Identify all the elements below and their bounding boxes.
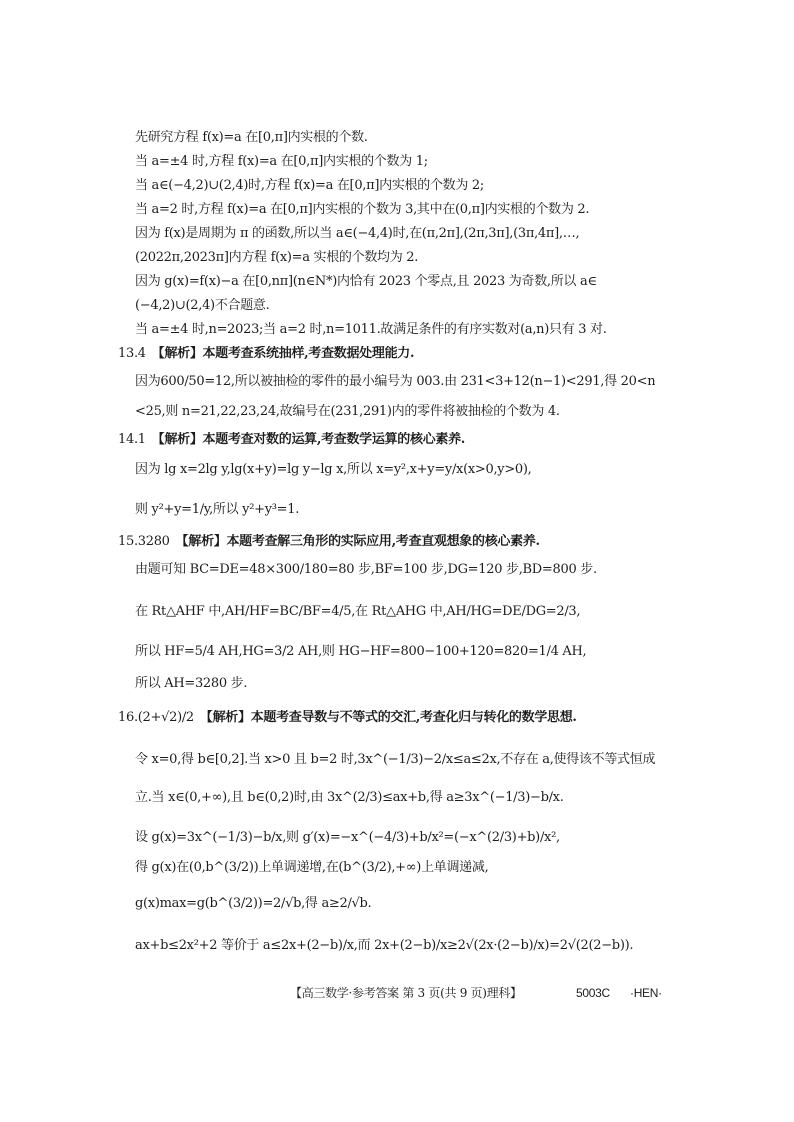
- q14-header: [118, 432, 465, 448]
- continuation-line-5: 因为 f(x)是周期为 π 的函数,所以当 a∈(−4,4)时,在(π,2π],(2π,3π],(3π,4π],…,: [135, 226, 580, 241]
- q16-header: [118, 710, 577, 726]
- continuation-line-1: 先研究方程 f(x)=a 在[0,π]内实根的个数.: [135, 130, 368, 145]
- q13-line-2: <25,则 n=21,22,23,24,故编号在(231,291)内的零件将被抽检的个数为 4.: [135, 404, 560, 419]
- q14-line-1: 因为 lg x=2lg y,lg(x+y)=lg y−lg x,所以 x=y²,x+y=y/x(x>0,y>0),: [135, 462, 532, 477]
- q15-line-3: 所以 HF=5/4 AH,HG=3/2 AH,则 HG−HF=800−100+120=820=1/4 AH,: [135, 644, 587, 659]
- q13-line-1: 因为600/50=12,所以被抽检的零件的最小编号为 003.由 231<3+12(n−1)<291,得 20<n: [135, 374, 656, 389]
- q15-line-2: 在 Rt△AHF 中,AH/HF=BC/BF=4/5,在 Rt△AHG 中,AH/HG=DE/DG=2/3,: [135, 604, 581, 619]
- q15-heading: 【解析】本题考查解三角形的实际应用,考查直观想象的核心素养.: [175, 534, 540, 549]
- q15-answer: 15.3280: [118, 534, 170, 549]
- page-footer: 【高三数学·参考答案 第 3 页(共 9 页)理科】: [290, 986, 522, 1000]
- continuation-line-2: 当 a=±4 时,方程 f(x)=a 在[0,π]内实根的个数为 1;: [135, 154, 428, 169]
- q16-line-5: g(x)max=g(b^(3/2))=2/√b,得 a≥2/√b.: [135, 896, 372, 911]
- q13-header: [118, 346, 414, 362]
- q15-line-1: 由题可知 BC=DE=48×300/180=80 步,BF=100 步,DG=120 步,BD=800 步.: [135, 562, 597, 577]
- q16-heading: 【解析】本题考查导数与不等式的交汇,考查化归与转化的数学思想.: [199, 710, 577, 725]
- q13-answer: 13.4: [118, 346, 146, 361]
- footer-tag: ·HEN·: [630, 986, 662, 1000]
- continuation-line-8: (−4,2)∪(2,4)不合题意.: [135, 298, 270, 313]
- q16-line-4: 得 g(x)在(0,b^(3/2))上单调递增,在(b^(3/2),+∞)上单调递减,: [135, 860, 489, 875]
- continuation-line-4: 当 a=2 时,方程 f(x)=a 在[0,π]内实根的个数为 3,其中在(0,π]内实根的个数为 2.: [135, 202, 590, 217]
- q13-heading: 【解析】本题考查系统抽样,考查数据处理能力.: [151, 346, 415, 361]
- q16-line-6: ax+b≤2x²+2 等价于 a≤2x+(2−b)/x,而 2x+(2−b)/x≥2√(2x·(2−b)/x)=2√(2(2−b)).: [135, 938, 634, 953]
- continuation-line-9: 当 a=±4 时,n=2023;当 a=2 时,n=1011.故满足条件的有序实数对(a,n)只有 3 对.: [135, 322, 607, 337]
- q15-line-4: 所以 AH=3280 步.: [135, 676, 248, 691]
- continuation-line-3: 当 a∈(−4,2)∪(2,4)时,方程 f(x)=a 在[0,π]内实根的个数为 2;: [135, 178, 484, 193]
- footer-code: 5003C: [576, 986, 610, 1000]
- q16-line-2: 立.当 x∈(0,+∞),且 b∈(0,2)时,由 3x^(2/3)≤ax+b,得 a≥3x^(−1/3)−b/x.: [135, 790, 564, 805]
- q14-heading: 【解析】本题考查对数的运算,考查数学运算的核心素养.: [151, 432, 466, 447]
- q16-line-1: 令 x=0,得 b∈[0,2].当 x>0 且 b=2 时,3x^(−1/3)−2/x≤a≤2x,不存在 a,使得该不等式恒成: [135, 752, 656, 767]
- q15-header: [118, 534, 540, 550]
- continuation-line-7: 因为 g(x)=f(x)−a 在[0,nπ](n∈N*)内恰有 2023 个零点,且 2023 为奇数,所以 a∈: [135, 274, 597, 289]
- q14-line-2: 则 y²+y=1/y,所以 y²+y³=1.: [135, 502, 300, 517]
- continuation-line-6: (2022π,2023π]内方程 f(x)=a 实根的个数均为 2.: [135, 250, 419, 265]
- q16-line-3: 设 g(x)=3x^(−1/3)−b/x,则 g′(x)=−x^(−4/3)+b/x²=(−x^(2/3)+b)/x²,: [135, 830, 560, 845]
- q14-answer: 14.1: [118, 432, 146, 447]
- q16-answer: 16.(2+√2)/2: [118, 710, 194, 725]
